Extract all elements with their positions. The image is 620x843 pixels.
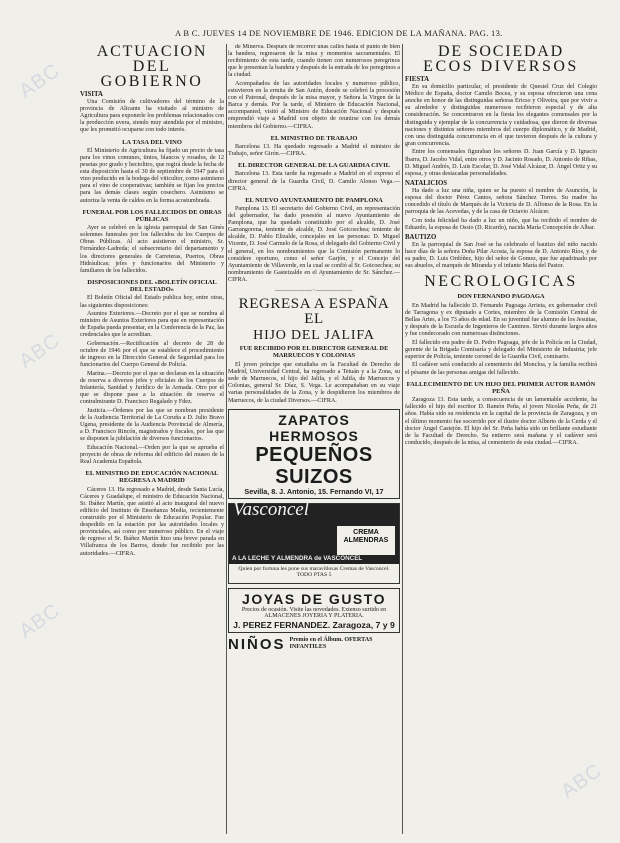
paragraph: El Boletín Oficial del Estado publica hoy, entre otras, las siguientes disposiciones: [80,295,224,309]
paragraph: El joven príncipe que estudiaba en la Facultad de Derecho de Madrid, Universidad Central, ha regresado a Tetuán y a la Zona, su sede de Marruecos, el hijo del Jalifa, y el Jalifa, de Marruecos y Colonias, general Sr. Díaz, S. Vega. Le acompañaban en su viaje varias personalidades de la Zona, y le despidieron los miembros de Marruecos, de la ciudad Diversos.—CIFRA. [228,362,400,404]
kicker: VISITA [80,91,103,98]
ad-text: Precios de ocasión. Visite las novedades. Extenso surtido en ALMACENES JOYERIA Y PLATERIA. [241,606,387,620]
paragraph: En su domicilio particular, el presidente de Quesiel Cruz del Colegio Médico de España, doctor Camilo Bocea, y su esposa ofrecieron una cena anoche en honor de las distinguidas señoras Ericso y Oliveira, que por vivir a su alrededor y distinguidas numerosos recibieron especial y de alta consideración. Se concentraron en la fiesta los elegantes comensales por la distinguida y ejemplar de la concurrencia y cuidadosa, que dieron de diversas naciones y distintos señores miembros del cuerpo diplomático, y de Madrid, con una distinguida concurrencia en el que tuvieron después de la cultura y gran concurrencia. [405,84,597,147]
kicker: NATALICIOS [405,179,448,187]
ad-text: Premio en el Álbum. OFERTAS INFANTILES [289,637,373,651]
subheading: EL NUEVO AYUNTAMIENTO DE PAMPLONA [245,196,383,204]
section-title: ECOS DIVERSOS [423,58,579,75]
subheading: FUNERAL POR LOS FALLECIDOS DE OBRAS PÚBLICAS [82,208,222,223]
brand-logo: Vasconcel [233,498,309,520]
column-sociedad [405,44,597,834]
subheading: EL MINISTRO DE TRABAJO [270,134,358,142]
paragraph: En Madrid ha fallecido D. Fernando Pagoaga Arrieta, ex gobernador civil de Tarragona y ex diputado a Cortes, miembro de la Comisión Central de Bellas Artes, a los 73 años de edad. En su juventud fue alumno de los Jesuitas, y después de la Escuela de Ingenieros de Caminos. Sirvió durante largos años y fue condecorado con numerosas distinciones. [405,302,597,338]
section-title: ACTUACION [96,44,208,60]
paragraph: de Minerva. Después de recorrer unas calles hasta el punto de bien la bandera, regresaron de la misa y momentos sacramentales. El recibimiento de esta tarde, cuando tienen con numerosos peregrinos que le presentan la bandera y después de la entrada de los peregrinos a la ciudad. [228,44,400,79]
ad-address: J. PEREZ FERNANDEZ. Zaragoza, 7 y 9 [233,620,395,631]
headline-deck: FUE RECIBIDO POR EL DIRECTOR GENERAL DE MARRUECOS Y COLONIAS [239,345,389,360]
paragraph: Marina.—Decreto por el que se declaran en la situación de reserva a diversos jefes y oficiales de los Cuerpos de Infantería, Sanidad y Jurídico de la Armada. Otro por el que se dispone pase a la situación de reserva el contralmirante D. Francisco Regalado y Fdez. [80,370,224,406]
ad-vasconcel [228,498,400,584]
ad-note: Quien por fortuna les pone sus maravillosas Cremas de Vasconcel. TODO PTAS 5 [238,565,390,579]
ad-pequenos-suizos [228,409,400,499]
watermark: ABC [15,599,65,643]
watermark: ABC [15,59,65,103]
kicker: FIESTA [405,76,430,83]
ad-ninos [228,637,400,651]
ad-title: NIÑOS [228,635,286,653]
watermark: ABC [557,759,607,803]
paragraph: Entre los comensales figuraban los señores D. Juan García y D. Ignacio Ibarra, D. Jacobo Vidal, entre otros y D. Jacinto Rosado, D. Antonio de Ribas, D. Miguel Andrés, D. Luis Escolar, D. José Vidal Alcázar, D. Ángel Ortiz y su esposa, y otras destacadas personalidades. [405,149,597,177]
subheading: DON FERNANDO PAGOAGA [457,293,545,301]
subheading: LA TASA DEL VINO [122,138,182,146]
section-title: DE SOCIEDAD [437,44,565,60]
paragraph: Zaragoza 13. Esta tarde, a consecuencia de un lamentable accidente, ha fallecido el hijo del escritor D. Ramón Peña, el joven Nicolás Peña, de 21 años. Había sido su residencia en la capital de la provincia de Zaragoza, y en el último momento fue socorrido por el ilustre doctor Alberto de la Cerda y el doctor Ángel Castejón. El hijo del Sr. Peña había sido un brillante estudiante de la Facultad de Derecho. Su entierro será mañana y el cadáver será conducido, después de la misa, al cementerio de esta ciudad.—CIFRA. [405,397,597,446]
paragraph: Cáceres 13. Ha regresado a Madrid, desde Santa Lucía, Cáceres y Guadalupe, el ministro de Educación Nacional, Sr. Ibáñez Martín, que asistió al acto inaugural del nuevo edificio del Instituto de Enseñanza Media, recientemente construido por el Ministerio de Educación Popular. Fue despedido en la estación por las autoridades locales y provinciales, así como por numeroso público. En el viaje de regreso el Sr. Ibáñez Martín hizo una breve parada en Villafranca de los Barros, donde fue recibido por las autoridades.—CIFRA. [80,486,224,557]
ad-footer: A LA LECHE Y ALMENDRA de VASCONCEL [232,554,363,562]
column-news [228,44,400,834]
paragraph: Una Comisión de cultivadores del término de la provincia de Alicante ha visitado al ministro de Agricultura para exponerle los problemas relacionados con la producción uvera, siendo muy atendida por el ministro, que les prometió ocuparse con todo interés. [80,99,224,134]
headline: REGRESA A ESPAÑA EL [238,296,390,328]
ad-joyas [228,588,400,634]
paragraph: Acompañados de las autoridades locales y numeroso público, estuvieron en la ermita de San Antón, donde se celebró la procesión con el Patronal, después de la misa mayor, y Señora la Virgen de la Barca y demás. Por la tarde, el Ministro de Educación Nacional, accompanied, visitó al Ministro de Educación Nacional y después emprendió viaje a Madrid con objeto de reunirse con los demás miembros del Gobierno.—CIFRA. [228,80,400,130]
section-title: DEL GOBIERNO [100,58,204,90]
vasconcel-banner [229,498,399,564]
paragraph: Gobernación.—Rectificación al decreto de 28 de octubre de 1946 por el que se establece el procedimiento de ingreso en la Dirección General de Seguridad para los funcionarios del Cuerpo General de Policía. [80,341,224,369]
paragraph: Ha dado a luz una niña, quien se ha puesto el nombre de Asunción, la esposa del doctor Pérez Cantos, señora Sánchez Torres. Su madre ha concedido el título de Marqués de la Victoria de D. Alfonso de la Rosa. En la parroquia de las Acevedas, y de la casa de Octavio Alcácer. [405,187,597,216]
subheading: DISPOSICIONES DEL «BOLETÍN OFICIAL DEL ESTADO» [87,278,217,294]
subheading: EL MINISTRO DE EDUCACIÓN NACIONAL REGRESA A MADRID [85,470,219,485]
paragraph: Justicia.—Órdenes por las que se nombran presidente de la Audiencia Territorial de La Coruña a D. Julio Bravo Ugena, presidente de la Audiencia Provincial de Almería, a D. Francisco Rincón, magistrados y fiscales, por las que se disponen la jubilación de diversos funcionarios. [80,407,224,443]
watermark: ABC [15,329,65,373]
paragraph: En la parroquial de San José se ha celebrado el bautizo del niño nacido hace días de la señora Doña Pilar Acosta, la esposa de D. Antonio Ríos, y de su padre, D. Luis Ordóñez, hijo del señor de Gomez, que fue apadrinado por sus abuelos, el marqués de Miranda y el infante María del Pastor. [405,242,597,270]
subheading: EL DIRECTOR GENERAL DE LA GUARDIA CIVIL [238,162,390,170]
paragraph: Barcelona 13. Ha quedado regresado a Madrid el ministro de Trabajo, señor Girón.—CIFRA. [228,143,400,158]
column-gobierno [80,44,224,834]
paragraph: Barcelona 13. Esta tarde ha regresado a Madrid en el expreso el director general de la Guardia Civil, D. Camilo Alonso Vega.—CIFRA. [228,171,400,192]
section-title: NECROLOGICAS [424,273,578,291]
paragraph: Pamplona 13. El secretario del Gobierno Civil, en representación del gobernador, ha dado posesión al nuevo Ayuntamiento de Pamplona, que ha quedado constituido por el alcalde, D. José Garrangorena, teniente de alcalde, D. José Goicoechea; teniente de alcalde, D. Pablo Elizalde, concejales en las personas: D. Miguel Vicente, D. José Carmelo de la Rosa, el delegado del Gobierno Civil y el general, en los nombramientos que la Comisión permanente lo considere oportuno, como el señor Garjón, y el Concejo del Ayuntamiento de Villaverde, en la cual se confió al Sr. Goicoechea; su nombramiento de Gasteizalde en el Ayuntamiento de Sr. Sánchez.—CIFRA. [228,205,400,283]
product-box: CREMA ALMENDRAS [337,526,395,555]
ad-title: JOYAS DE GUSTO [242,590,386,607]
ad-title: ZAPATOS HERMOSOS [269,411,359,444]
paragraph: Asuntos Exteriores.—Decreto por el que se nombra al ministro de Asuntos Exteriores para que en representación de España pueda presentar, en la Conferencia de la Paz, las credenciales que le acreditan. [80,311,224,339]
column-divider [226,44,227,834]
paragraph: El Ministerio de Agricultura ha fijado un precio de tasa para los vinos comunes, tintos, blancos y rosados, de 12 pesetas por grado y hectolitro, que regirá desde la fecha de esta disposición hasta el 30 de septiembre de 1947 para el vino producido en la bodega del viticultor, como asimismo para el vino de cooperativas; también se fijan los precios para las demás clases según cosechero. Asimismo se autoriza la venta de caldos en la forma acostumbrada. [80,147,224,204]
ornament-divider: —————·————— [275,286,353,295]
paragraph: Educación Nacional.—Orden por la que se aprueba el proyecto de obras de reforma del edificio del museo de la Real Academia Española. [80,444,224,466]
subheading: FALLECIMIENTO DE UN HIJO DEL PRIMER AUTOR RAMÓN PEÑA [406,380,596,395]
paragraph: Ayer se celebró en la iglesia parroquial de San Ginés solemnes funerales por los fallecidos de los Cuerpos de Obras Públicas. Al acto asistieron el ministro, Sr. Fernández-Ladreda; el subsecretario del departamento y los directores generales de Carreteras, Puertos, Obras Hidráulicas; jefes y funcionarios del Ministerio y familiares de los fallecidos. [80,225,224,274]
headline: HIJO DEL JALIFA [253,328,375,344]
paragraph: Con toda felicidad ha dado a luz un niño, que ha recibido el nombre de Eduardo, la esposa de Ossio (D. Ricardo), nacida María Concepción de Albar. [405,217,597,231]
ad-brand: PEQUEÑOS SUIZOS [255,443,373,488]
ad-address: Sevilla, 8. J. Antonio, 15. Fernando VI, 17 [244,486,384,496]
kicker: BAUTIZO [405,233,437,241]
paragraph: El cadáver será conducido al cementerio del Moncloa, y la familia recibirá el pésame de las personas amigas del fallecido. [405,362,597,376]
page-header: A B C. JUEVES 14 DE NOVIEMBRE DE 1946. EDICION DE LA MAÑANA. PAG. 13. [175,28,503,38]
column-divider [402,44,403,834]
paragraph: El fallecido era padre de D. Pedro Pagoaga, jefe de la Policía en la Ciudad, gerente de la Brigada Comisaría y delegado del Ministerio de Industria; jefe superior de Policía, teniente coronel de la Guardia Civil, comisario. [405,339,597,360]
